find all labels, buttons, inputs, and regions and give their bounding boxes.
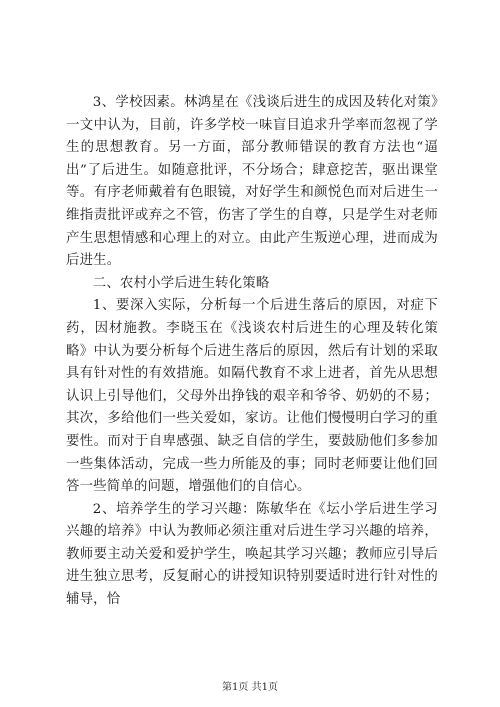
paragraph-strategy-1: 1、要深入实际，分析每一个后进生落后的原因，对症下药，因材施教。李晓玉在《浅谈农村后进生的心理及转化策略》中认为要分析每个后进生落后的原因，然后有计划的采取具有针对性的有效措施。如隔代教育不求上进者，首先从思想认识上引导他们，父母外出挣钱的艰辛和爷爷、奶奶的不易；其次，多给他们一些关爱如，家访。让他们慢慢明白学习的重要性。而对于自卑感强、缺乏自信的学生，要鼓励他们多参加一些集体活动，完成一些力所能及的事；同时老师要让他们回答一些简单的问题，增强他们的自信心。 [66,298,438,495]
paragraph-strategy-2: 2、培养学生的学习兴趣：陈敏华在《坛小学后进生学习兴趣的培养》中认为教师必须注重对后进生学习兴趣的培养，教师要主动关爱和爱护学生，唤起其学习兴趣；教师应引导后进生独立思考，反复耐心的讲授知识特别要适时进行针对性的辅导，恰 [66,501,438,608]
document-body [66,92,438,612]
section-heading: 二、农村小学后进生转化策略 [92,275,270,291]
page-footer: 第1页 共1页 [222,682,278,693]
paragraph-school-factors: 3、学校因素。林鸿星在《浅谈后进生的成因及转化对策》一文中认为，目前，许多学校一味盲目追求升学率而忽视了学生的思想教育。另一方面，部分教师错误的教育方法也“逼出”了后进生。如随意批评，不分场合；肆意挖苦，驱出课堂等。有序老师戴着有色眼镜，对好学生和颜悦色而对后进生一维指责批评或弃之不管，伤害了学生的自尊，只是学生对老师产生思想情感和心理上的对立。由此产生叛逆心理，进而成为后进生。 [66,95,438,269]
